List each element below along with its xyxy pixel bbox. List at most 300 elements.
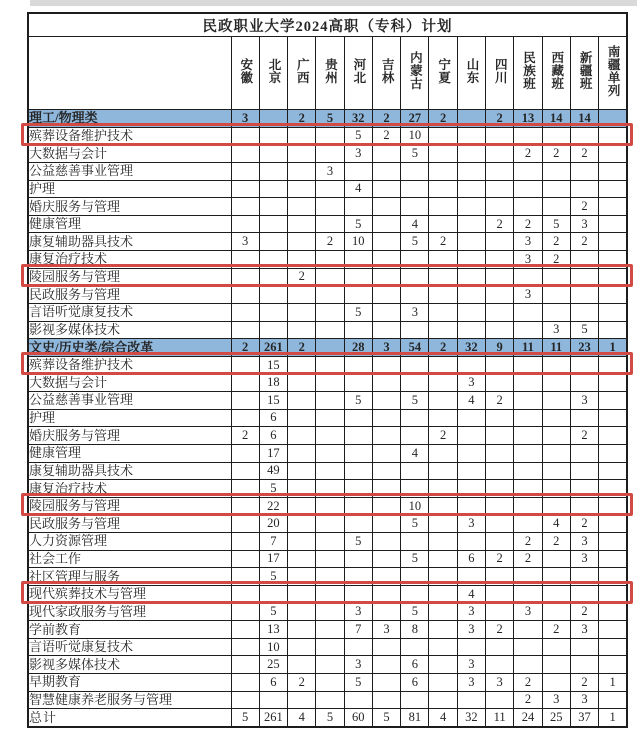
value-cell: 5 <box>344 215 372 233</box>
value-cell <box>344 497 372 515</box>
value-cell <box>599 127 627 145</box>
value-cell <box>599 585 627 603</box>
value-cell: 2 <box>486 215 514 233</box>
province-column-header <box>372 37 400 110</box>
value-cell <box>288 427 316 445</box>
value-cell <box>570 286 598 304</box>
province-column-header <box>429 37 457 110</box>
value-cell <box>288 198 316 216</box>
value-cell <box>514 268 542 286</box>
value-cell <box>429 268 457 286</box>
province-column-header <box>542 37 570 110</box>
value-cell: 32 <box>457 709 485 727</box>
value-cell <box>599 110 627 128</box>
value-cell: 24 <box>514 709 542 727</box>
value-cell <box>570 656 598 674</box>
value-cell <box>542 303 570 321</box>
value-cell <box>486 638 514 656</box>
value-cell <box>231 515 259 533</box>
value-cell <box>429 621 457 639</box>
value-cell: 5 <box>344 303 372 321</box>
value-cell <box>288 215 316 233</box>
value-cell <box>429 674 457 692</box>
value-cell <box>316 180 344 198</box>
value-cell: 4 <box>542 515 570 533</box>
value-cell <box>599 145 627 163</box>
value-cell: 54 <box>401 339 429 357</box>
value-cell: 5 <box>316 110 344 128</box>
value-cell <box>514 162 542 180</box>
value-cell <box>429 215 457 233</box>
value-cell <box>429 198 457 216</box>
value-cell: 5 <box>344 127 372 145</box>
major-row <box>28 127 627 145</box>
value-cell <box>288 462 316 480</box>
value-cell <box>570 497 598 515</box>
value-cell <box>486 515 514 533</box>
value-cell <box>231 251 259 269</box>
value-cell: 32 <box>457 339 485 357</box>
value-cell: 3 <box>457 515 485 533</box>
value-cell <box>401 533 429 551</box>
row-label: 婚庆服务与管理 <box>28 198 231 216</box>
value-cell <box>231 356 259 374</box>
value-cell <box>344 321 372 339</box>
value-cell: 2 <box>429 110 457 128</box>
value-cell <box>599 303 627 321</box>
value-cell: 261 <box>259 709 287 727</box>
major-row <box>28 533 627 551</box>
row-label: 总计 <box>28 709 231 727</box>
value-cell: 5 <box>401 515 429 533</box>
value-cell <box>514 198 542 216</box>
province-column-label: 内蒙古 <box>408 51 423 90</box>
value-cell: 2 <box>231 339 259 357</box>
value-cell <box>344 638 372 656</box>
province-column-header <box>401 37 429 110</box>
major-row <box>28 444 627 462</box>
value-cell <box>599 691 627 709</box>
value-cell: 3 <box>514 603 542 621</box>
major-row <box>28 215 627 233</box>
value-cell <box>316 656 344 674</box>
value-cell: 1 <box>599 674 627 692</box>
province-column-header <box>457 37 485 110</box>
value-cell: 25 <box>259 656 287 674</box>
value-cell <box>316 268 344 286</box>
value-cell <box>457 127 485 145</box>
value-cell <box>401 162 429 180</box>
value-cell <box>316 497 344 515</box>
value-cell <box>542 180 570 198</box>
value-cell: 2 <box>570 145 598 163</box>
value-cell <box>514 585 542 603</box>
value-cell: 28 <box>344 339 372 357</box>
value-cell: 2 <box>514 533 542 551</box>
value-cell: 25 <box>542 709 570 727</box>
value-cell <box>542 409 570 427</box>
value-cell: 3 <box>401 303 429 321</box>
value-cell <box>457 638 485 656</box>
value-cell <box>486 656 514 674</box>
value-cell: 6 <box>457 550 485 568</box>
value-cell <box>372 374 400 392</box>
value-cell <box>231 550 259 568</box>
value-cell <box>429 691 457 709</box>
value-cell: 4 <box>401 444 429 462</box>
value-cell <box>599 409 627 427</box>
value-cell <box>372 638 400 656</box>
value-cell <box>514 409 542 427</box>
value-cell <box>429 409 457 427</box>
province-column-label: 贵州 <box>323 57 338 84</box>
value-cell <box>372 198 400 216</box>
value-cell <box>457 198 485 216</box>
row-label: 健康管理 <box>28 215 231 233</box>
value-cell <box>429 480 457 498</box>
value-cell <box>599 603 627 621</box>
value-cell <box>429 515 457 533</box>
value-cell <box>344 162 372 180</box>
value-cell <box>599 162 627 180</box>
value-cell <box>316 198 344 216</box>
value-cell: 2 <box>288 110 316 128</box>
value-cell <box>288 497 316 515</box>
value-cell <box>344 550 372 568</box>
value-cell <box>429 321 457 339</box>
value-cell: 5 <box>259 480 287 498</box>
major-row <box>28 427 627 445</box>
row-label: 早期教育 <box>28 674 231 692</box>
value-cell <box>401 268 429 286</box>
value-cell <box>514 127 542 145</box>
value-cell <box>429 603 457 621</box>
value-cell: 2 <box>514 691 542 709</box>
value-cell: 2 <box>570 674 598 692</box>
value-cell <box>344 515 372 533</box>
value-cell <box>288 127 316 145</box>
value-cell <box>599 374 627 392</box>
scan-edge-strip <box>30 0 637 6</box>
value-cell: 3 <box>514 251 542 269</box>
value-cell: 2 <box>372 110 400 128</box>
value-cell: 2 <box>429 339 457 357</box>
value-cell <box>429 180 457 198</box>
row-label: 学前教育 <box>28 621 231 639</box>
value-cell <box>372 603 400 621</box>
value-cell <box>288 585 316 603</box>
value-cell: 5 <box>570 321 598 339</box>
value-cell <box>599 656 627 674</box>
value-cell <box>259 691 287 709</box>
value-cell <box>486 374 514 392</box>
value-cell <box>316 550 344 568</box>
value-cell <box>259 268 287 286</box>
value-cell <box>514 356 542 374</box>
value-cell: 7 <box>344 621 372 639</box>
value-cell <box>372 462 400 480</box>
row-label: 婚庆服务与管理 <box>28 427 231 445</box>
major-row <box>28 321 627 339</box>
province-column-header <box>316 37 344 110</box>
value-cell: 2 <box>570 198 598 216</box>
province-column-label: 宁夏 <box>436 57 451 84</box>
value-cell <box>457 215 485 233</box>
province-column-label: 吉林 <box>380 57 395 84</box>
value-cell <box>372 656 400 674</box>
value-cell <box>259 127 287 145</box>
value-cell <box>514 568 542 586</box>
value-cell: 5 <box>259 603 287 621</box>
value-cell <box>514 180 542 198</box>
value-cell: 3 <box>542 321 570 339</box>
value-cell: 2 <box>570 515 598 533</box>
major-row <box>28 515 627 533</box>
value-cell: 2 <box>429 233 457 251</box>
value-cell: 37 <box>570 709 598 727</box>
value-cell <box>372 480 400 498</box>
value-cell <box>372 303 400 321</box>
value-cell <box>599 233 627 251</box>
value-cell <box>259 198 287 216</box>
row-label: 康复治疗技术 <box>28 480 231 498</box>
value-cell: 2 <box>570 427 598 445</box>
value-cell <box>372 691 400 709</box>
value-cell <box>542 444 570 462</box>
row-label: 护理 <box>28 409 231 427</box>
value-cell <box>457 356 485 374</box>
province-column-label: 北京 <box>266 57 281 84</box>
value-cell <box>372 145 400 163</box>
value-cell: 3 <box>514 233 542 251</box>
value-cell <box>259 145 287 163</box>
row-label: 文史/历史类/综合改革 <box>28 339 231 357</box>
value-cell <box>316 251 344 269</box>
value-cell <box>599 198 627 216</box>
value-cell: 4 <box>429 709 457 727</box>
value-cell <box>231 127 259 145</box>
major-row <box>28 621 627 639</box>
value-cell: 5 <box>344 392 372 410</box>
major-row <box>28 585 627 603</box>
value-cell <box>372 392 400 410</box>
value-cell: 49 <box>259 462 287 480</box>
value-cell: 3 <box>457 656 485 674</box>
value-cell <box>457 533 485 551</box>
value-cell: 11 <box>514 339 542 357</box>
value-cell <box>486 480 514 498</box>
value-cell <box>259 110 287 128</box>
value-cell <box>429 303 457 321</box>
row-label: 理工/物理类 <box>28 110 231 128</box>
value-cell <box>514 480 542 498</box>
value-cell <box>401 321 429 339</box>
value-cell <box>401 480 429 498</box>
value-cell <box>570 462 598 480</box>
value-cell: 5 <box>401 550 429 568</box>
value-cell <box>457 480 485 498</box>
value-cell <box>372 674 400 692</box>
value-cell <box>288 568 316 586</box>
value-cell: 2 <box>542 233 570 251</box>
province-column-header <box>570 37 598 110</box>
value-cell: 13 <box>514 110 542 128</box>
value-cell <box>288 691 316 709</box>
row-label: 智慧健康养老服务与管理 <box>28 691 231 709</box>
province-column-label: 新疆班 <box>578 51 593 90</box>
value-cell <box>514 497 542 515</box>
value-cell: 2 <box>372 127 400 145</box>
value-cell: 18 <box>259 374 287 392</box>
value-cell: 6 <box>401 674 429 692</box>
row-label: 康复辅助器具技术 <box>28 233 231 251</box>
value-cell <box>316 374 344 392</box>
value-cell <box>344 409 372 427</box>
province-column-label: 南疆单列 <box>606 44 621 97</box>
value-cell <box>288 550 316 568</box>
value-cell <box>316 585 344 603</box>
value-cell <box>259 251 287 269</box>
province-column-label: 西藏班 <box>549 51 564 90</box>
value-cell <box>599 251 627 269</box>
value-cell <box>429 533 457 551</box>
value-cell <box>316 321 344 339</box>
value-cell <box>514 392 542 410</box>
value-cell: 14 <box>570 110 598 128</box>
value-cell <box>401 462 429 480</box>
value-cell <box>372 515 400 533</box>
value-cell <box>288 233 316 251</box>
value-cell <box>486 233 514 251</box>
value-cell <box>231 198 259 216</box>
value-cell <box>231 286 259 304</box>
row-label: 言语听觉康复技术 <box>28 303 231 321</box>
value-cell <box>231 180 259 198</box>
value-cell <box>316 409 344 427</box>
value-cell <box>599 180 627 198</box>
value-cell <box>316 339 344 357</box>
column-header-row <box>28 37 627 110</box>
value-cell: 5 <box>259 568 287 586</box>
value-cell: 3 <box>457 603 485 621</box>
value-cell <box>344 198 372 216</box>
value-cell <box>599 392 627 410</box>
value-cell <box>457 568 485 586</box>
value-cell <box>514 621 542 639</box>
major-row <box>28 462 627 480</box>
value-cell <box>486 268 514 286</box>
row-label: 公益慈善事业管理 <box>28 162 231 180</box>
value-cell <box>570 180 598 198</box>
value-cell <box>542 286 570 304</box>
value-cell <box>259 303 287 321</box>
value-cell <box>288 162 316 180</box>
value-cell <box>401 180 429 198</box>
value-cell <box>570 162 598 180</box>
major-row <box>28 374 627 392</box>
value-cell: 2 <box>542 533 570 551</box>
value-cell <box>599 215 627 233</box>
row-label: 现代殡葬技术与管理 <box>28 585 231 603</box>
value-cell <box>486 427 514 445</box>
value-cell: 3 <box>570 691 598 709</box>
major-row <box>28 303 627 321</box>
province-column-label: 安徽 <box>238 57 253 84</box>
value-cell <box>486 286 514 304</box>
value-cell <box>288 374 316 392</box>
value-cell <box>344 286 372 304</box>
value-cell <box>401 251 429 269</box>
value-cell <box>231 638 259 656</box>
value-cell <box>542 603 570 621</box>
major-row <box>28 198 627 216</box>
value-cell <box>344 427 372 445</box>
value-cell: 9 <box>486 339 514 357</box>
major-row <box>28 145 627 163</box>
major-row <box>28 162 627 180</box>
value-cell: 2 <box>514 215 542 233</box>
value-cell: 20 <box>259 515 287 533</box>
value-cell: 1 <box>599 339 627 357</box>
major-row <box>28 674 627 692</box>
province-column-label: 广西 <box>295 57 310 84</box>
value-cell: 3 <box>344 145 372 163</box>
value-cell: 81 <box>401 709 429 727</box>
province-column-label: 山东 <box>464 57 479 84</box>
value-cell: 15 <box>259 392 287 410</box>
value-cell <box>231 674 259 692</box>
value-cell: 22 <box>259 497 287 515</box>
value-cell <box>316 215 344 233</box>
value-cell <box>486 321 514 339</box>
value-cell: 6 <box>259 409 287 427</box>
value-cell: 2 <box>542 251 570 269</box>
value-cell <box>316 462 344 480</box>
value-cell <box>457 691 485 709</box>
value-cell <box>231 392 259 410</box>
value-cell: 23 <box>570 339 598 357</box>
row-label: 护理 <box>28 180 231 198</box>
value-cell: 17 <box>259 444 287 462</box>
value-cell: 5 <box>401 233 429 251</box>
value-cell <box>344 444 372 462</box>
value-cell: 5 <box>542 215 570 233</box>
province-column-header <box>288 37 316 110</box>
value-cell <box>570 127 598 145</box>
major-row <box>28 268 627 286</box>
value-cell: 3 <box>570 533 598 551</box>
major-row <box>28 409 627 427</box>
value-cell <box>542 674 570 692</box>
value-cell: 3 <box>486 674 514 692</box>
value-cell <box>231 480 259 498</box>
value-cell <box>457 303 485 321</box>
value-cell <box>372 585 400 603</box>
value-cell <box>316 638 344 656</box>
title-row <box>28 13 627 37</box>
value-cell: 11 <box>542 339 570 357</box>
enrollment-plan-table <box>27 12 628 728</box>
value-cell: 4 <box>344 180 372 198</box>
value-cell <box>372 497 400 515</box>
value-cell <box>344 691 372 709</box>
value-cell <box>231 215 259 233</box>
value-cell <box>457 409 485 427</box>
value-cell: 10 <box>344 233 372 251</box>
value-cell <box>486 303 514 321</box>
value-cell <box>599 286 627 304</box>
value-cell <box>599 497 627 515</box>
